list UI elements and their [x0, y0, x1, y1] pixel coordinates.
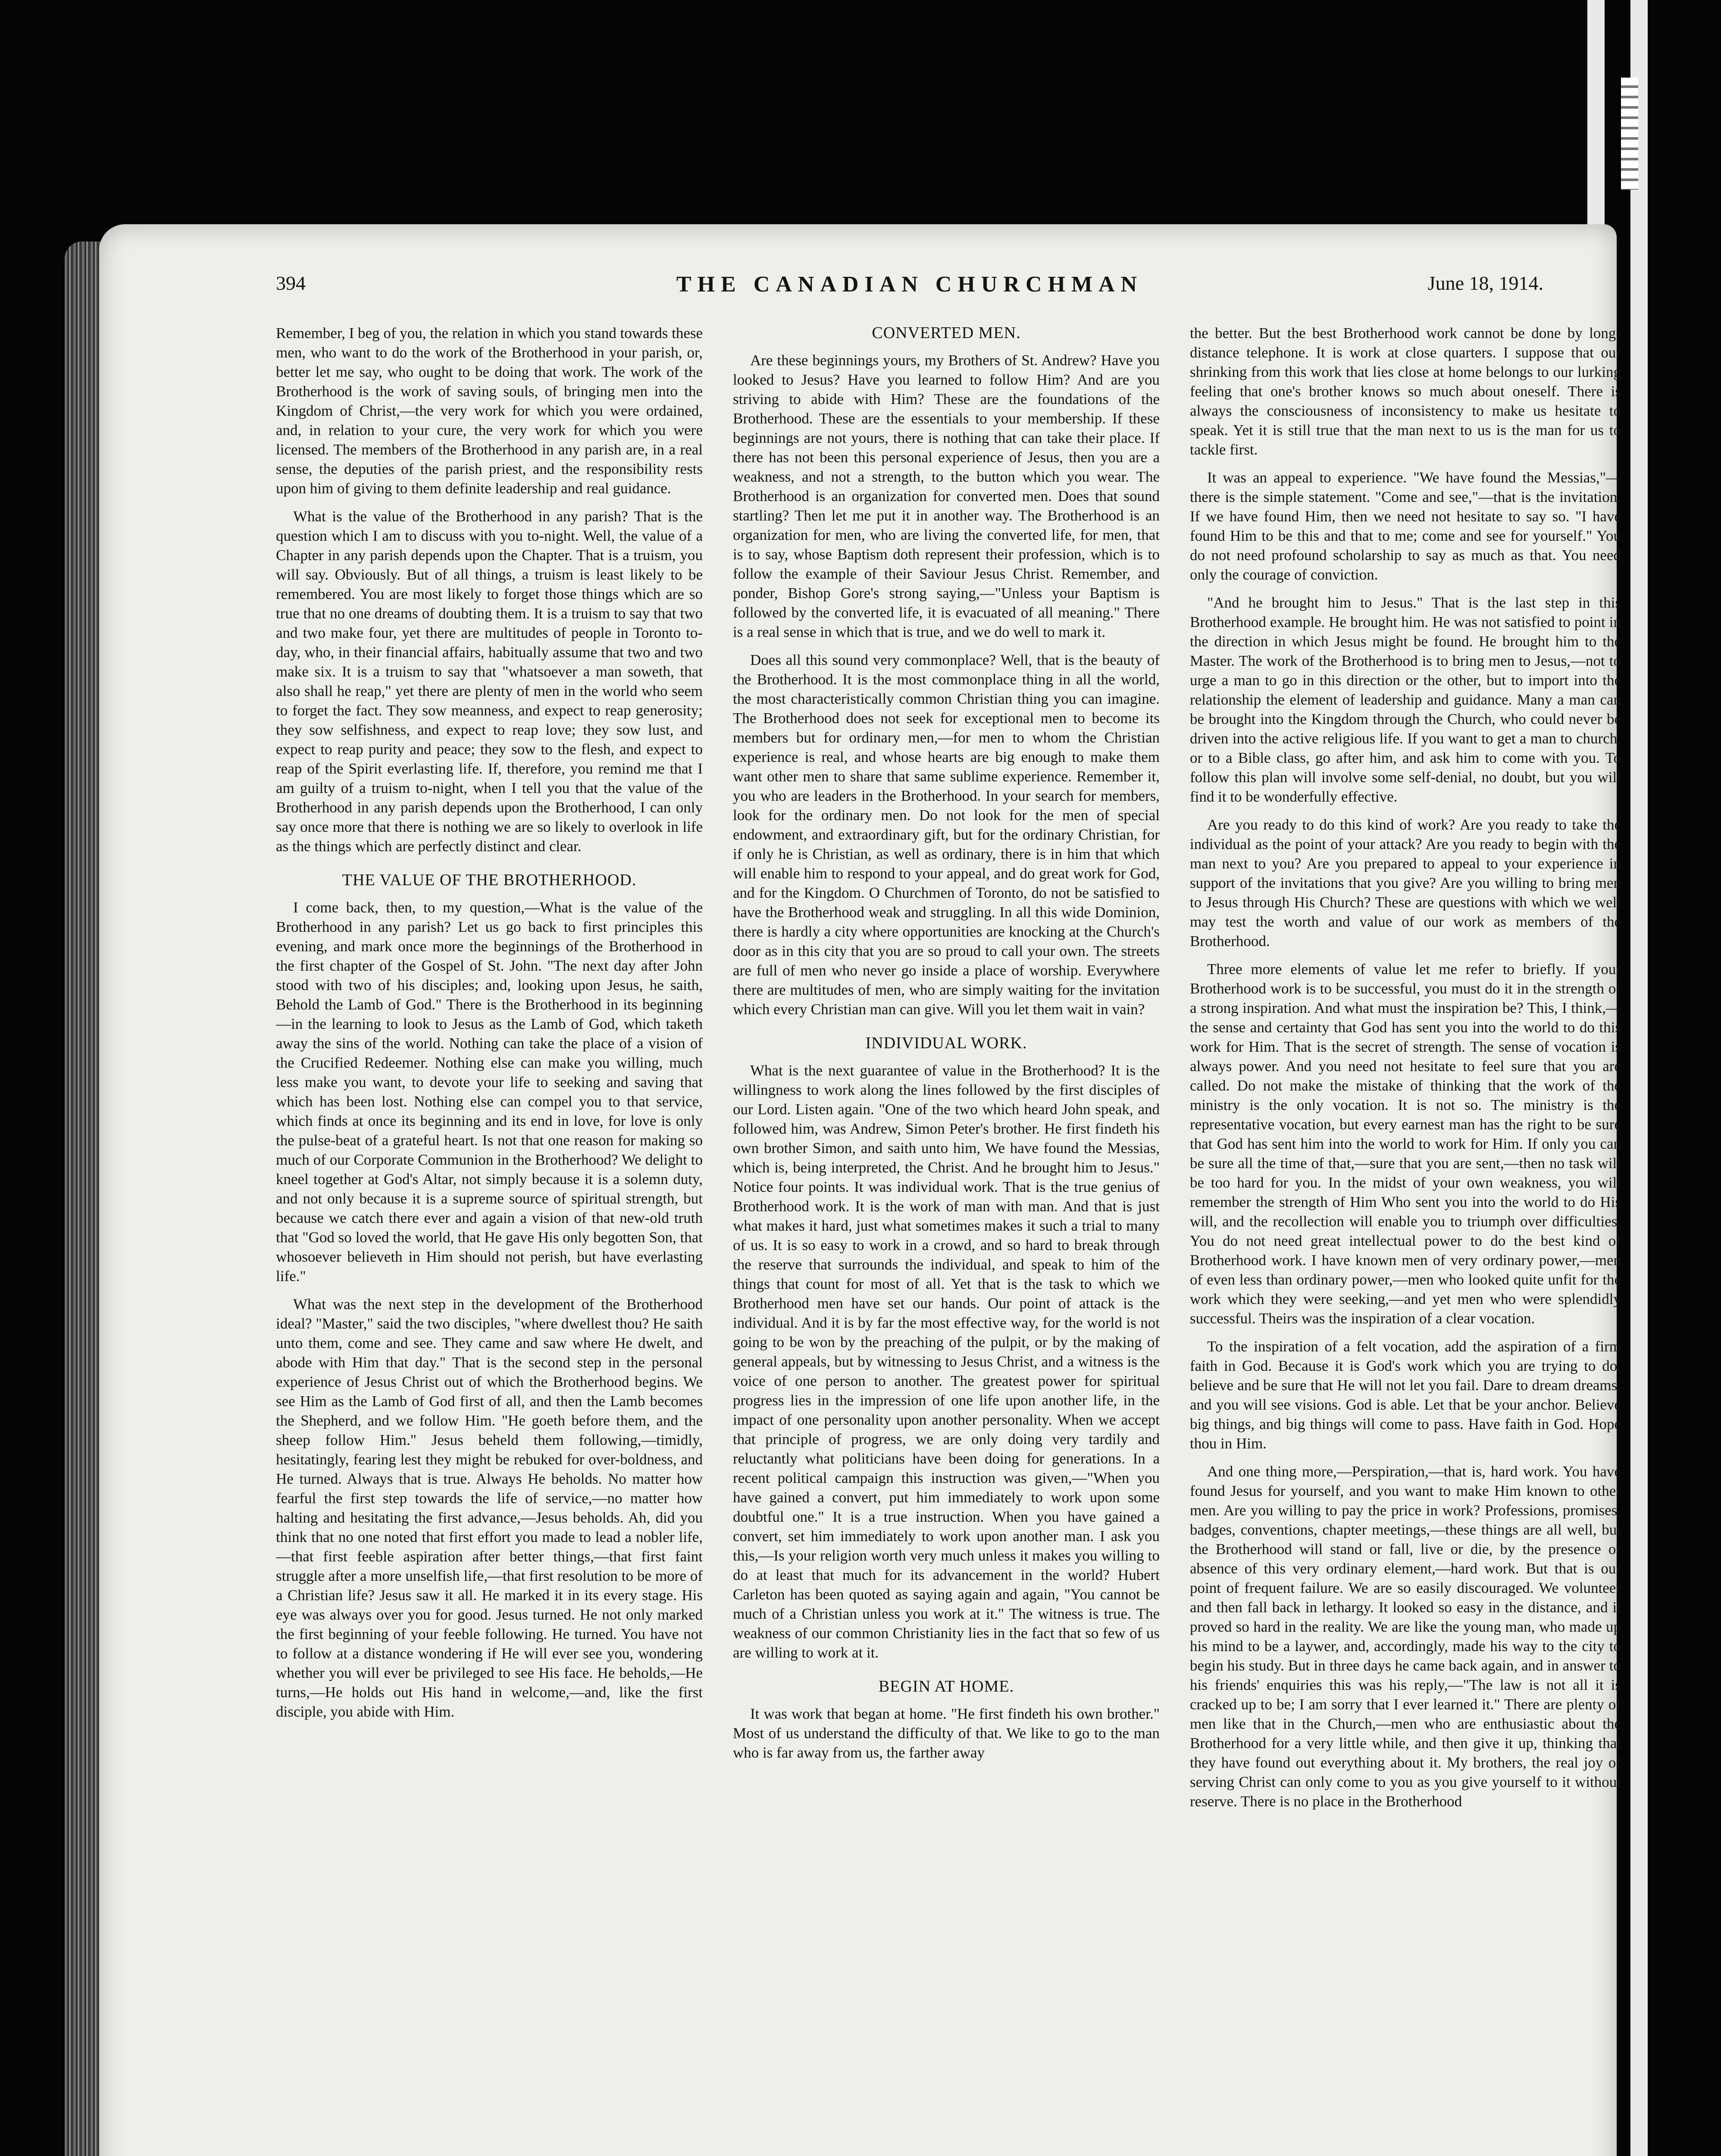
column-2 [733, 323, 1160, 2156]
paragraph: Are these beginnings yours, my Brothers of St. Andrew? Have you looked to Jesus? Have you learned to follow Him? And are you striving to abide with Him? These are the foundations of the Brotherhood. These are the essentials to your membership. If these beginnings are not yours, there is nothing that can take their place. If there has not been this personal experience of Jesus, then you are a weakness, and not a strength, to the button which you wear. The Brotherhood is an organization for converted men. Does that sound startling? Then let me put it in another way. The Brotherhood is an organization for men, who are living the converted life, for men, that is to say, whose Baptism doth represent their profession, which is to follow the example of their Saviour Jesus Christ. Remember, and ponder, Bishop Gore's strong saying,—"Unless your Baptism is followed by the converted life, it is evacuated of all meaning." There is a real sense in which that is true, and we do well to mark it. [733, 352, 1160, 640]
section-heading: BEGIN AT HOME. [878, 1677, 1014, 1695]
book-page-edges [65, 241, 103, 2156]
paragraph: What is the next guarantee of value in the Brotherhood? It is the willingness to work along the lines followed by the first disciples of our Lord. Listen again. "One of the two which heard John speak, and followed him, was Andrew, Simon Peter's brother. He first findeth his own brother Simon, and saith unto him, We have found the Messias, which is, being interpreted, the Christ. And he brought him to Jesus." Notice four points. It was individual work. That is the true genius of Brotherhood work. It is the work of man with man. And that is just what makes it hard, just what sometimes makes it such a trial to many of us. It is so easy to work in a crowd, and so hard to break through the reserve that surrounds the individual, and speak to him of the things that count for most of all. Yet that is the task to which we Brotherhood men have set our hands. Our point of attack is the individual. And it is by far the most effective way, for the world is not going to be won by the preaching of the pulpit, or by the making of general appeals, but by witnessing to Jesus Christ, and a witness is the voice of one person to another. The greatest power for spiritual progress lies in the impression of one life upon another life, in the impact of one personality upon another personality. When we accept that principle of progress, we are only doing very tardily and reluctantly what politicians have been doing for generations. In a recent political campaign this instruction was given,—"When you have gained a convert, put him immediately to work upon some doubtful one." It is a true instruction. When you have gained a convert, set him immediately to work upon another man. I ask you this,—Is your religion worth very much unless it makes you willing to do at least that much for its advancement in the world? Hubert Carleton has been quoted as saying again and again, "You cannot be much of a Christian unless you work at it." The witness is true. The weakness of our common Christianity lies in the fact that so few of us are willing to work at it. [733, 1062, 1160, 1661]
paragraph: Three more elements of value let me refer to briefly. If your Brotherhood work is to be successful, you must do it in the strength of a strong inspiration. And what must the inspiration be? This, I think,—the sense and certainty that God has sent you into the world to do this work for Him. That is the secret of strength. The sense of vocation is always power. And you need not hesitate to feel sure that you are called. Do not make the mistake of thinking that the work of the ministry is the only vocation. It is not so. The ministry is the representative vocation, but every earnest man has the right to be sure that God has sent him into the world to work for Him. If only you can be sure all the time of that,—sure that you are sent,—then no task will be too hard for you. In the midst of your own weakness, you will remember the strength of Him Who sent you into the world to do His will, and the recollection will enable you to triumph over difficulties. You do not need great intellectual power to do the best kind of Brotherhood work. I have known men of very ordinary power,—men of even less than ordinary power,—men who looked quite unfit for the work which they were seeking,—and yet men who were splendidly successful. Theirs was the inspiration of a clear vocation. [1190, 961, 1621, 1327]
column-3 [1190, 323, 1621, 2156]
section-heading: INDIVIDUAL WORK. [865, 1034, 1027, 1052]
paragraph: "And he brought him to Jesus." That is the last step in this Brotherhood example. He brought him. He was not satisfied to point in the direction in which Jesus might be found. He brought him to the Master. The work of the Brotherhood is to bring men to Jesus,—not to urge a man to go in this direction or the other, but to import into the relationship the element of leadership and guidance. Many a man can be brought into the Kingdom through the Church, who could never be driven into the active religious life. If you want to get a man to church, or to a Bible class, go after him, and ask him to come with you. To follow this plan will involve some self-denial, no doubt, but you will find it to be wonderfully effective. [1190, 594, 1621, 805]
paragraph: It was an appeal to experience. "We have found the Messias,"—there is the simple statement. "Come and see,"—that is the invitation. If we have found Him, then we need not hesitate to say so. "I have found Him to be this and that to me; come and see for yourself." You do not need profound scholarship to say as much as that. You need only the courage of conviction. [1190, 469, 1621, 583]
newspaper-page [99, 224, 1621, 2156]
issue-date: June 18, 1914. [1427, 272, 1543, 294]
paragraph: Does all this sound very commonplace? Well, that is the beauty of the Brotherhood. It is the most commonplace thing in all the world, the most characteristically common Christian thing you can imagine. The Brotherhood does not seek for exceptional men to become its members but for ordinary men,—for men to whom the Christian experience is real, and whose hearts are big enough to make them want other men to share that same sublime experience. Remember it, you who are leaders in the Brotherhood. In your search for members, look for the ordinary men. Do not look for the men of special endowment, and extraordinary gift, but for the ordinary Christian, for if only he is Christian, as well as ordinary, there is in him that which will enable him to respond to your appeal, and do great work for God, and for the Kingdom. O Churchmen of Toronto, do not be satisfied to have the Brotherhood weak and struggling. In all this wide Dominion, there is hardly a city where opportunities are knocking at the Church's door as in this city that you are so proud to call your own. The streets are full of men who never go inside a place of worship. Everywhere there are multitudes of men, who are simply waiting for the invitation which every Christian man can give. Will you let them wait in vain? [733, 652, 1160, 1018]
paragraph: And one thing more,—Perspiration,—that is, hard work. You have found Jesus for yourself, and you want to make Him known to other men. Are you willing to pay the price in work? Professions, promises, badges, conventions, chapter meetings,—these things are all well, but the Brotherhood will stand or fall, live or die, by the presence or absence of this very ordinary element,—hard work. But that is our point of frequent failure. We are so easily discouraged. We volunteer and then fall back in lethargy. It looked so easy in the distance, and it proved so hard in the reality. We are like the young man, who made up his mind to be a laywer, and, accordingly, made his way to the city to begin his study. But in three days he came back again, and in answer to his friends' enquiries this was his reply,—"The law is not all it is cracked up to be; I am sorry that I ever learned it." There are plenty of men like that in the Church,—men who are enthusiastic about the Brotherhood for a very little while, and then give it up, thinking that they have found out everything about it. My brothers, the real joy of serving Christ can only come to you as you give yourself to it without reserve. There is no place in the Brotherhood [1190, 1463, 1621, 1810]
scanner-rail-right [1630, 0, 1648, 2156]
publication-title: THE CANADIAN CHURCHMAN [676, 272, 1143, 297]
section-heading: CONVERTED MEN. [872, 324, 1021, 342]
page-header [276, 272, 1543, 306]
scanner-rail-marker [1621, 78, 1638, 190]
paragraph: the better. But the best Brotherhood work cannot be done by long-distance telephone. It is work at close quarters. I suppose that our shrinking from this work that lies close at home belongs to our lurking feeling that one's brother knows so much about oneself. There is always the consciousness of inconsistency to make us hesitate to speak. Yet it is still true that the man next to us is the man for us to tackle first. [1190, 325, 1621, 458]
section-heading: THE VALUE OF THE BROTHERHOOD. [342, 871, 637, 889]
paragraph: What was the next step in the development of the Brotherhood ideal? "Master," said the two disciples, "where dwellest thou? He saith unto them, come and see. They came and saw where He dwelt, and abode with Him that day." That is the second step in the personal experience of Jesus Christ out of which the Brotherhood begins. We see Him as the Lamb of God first of all, and then the Lamb becomes the Shepherd, and we follow Him. "He goeth before them, and the sheep follow Him." Jesus beheld them following,—timidly, hesitatingly, fearing lest they might be rebuked for over-boldness, and He turned. Always that is true. Always He beholds. No matter how fearful the first step towards the life of service,—no matter how halting and hesitating the first advance,—Jesus beholds. Ah, did you think that no one noted that first effort you made to lead a nobler life,—that first feeble aspiration after better things,—that first faint struggle after a more unselfish life,—that first resolution to be more of a Christian life? Jesus saw it all. He marked it in its every stage. His eye was always over you for good. Jesus turned. He not only marked the first beginning of your feeble following. He turned. You have not to follow at a distance wondering if He will ever see you, wondering whether you will ever be privileged to see His face. He beholds,—He turns,—He holds out His hand in welcome,—and, like the first disciple, you abide with Him. [276, 1296, 703, 1720]
paragraph: To the inspiration of a felt vocation, add the aspiration of a firm faith in God. Because it is God's work which you are trying to do, believe and be sure that He will not let you fail. Dare to dream dreams, and you will see visions. God is able. Let that be your anchor. Believe big things, and big things will come to pass. Have faith in God. Hope thou in Him. [1190, 1338, 1621, 1452]
paragraph: Are you ready to do this kind of work? Are you ready to take the individual as the point of your attack? Are you ready to begin with the man next to you? Are you prepared to appeal to your experience in support of the invitations that you give? Are you willing to bring men to Jesus through His Church? These are questions with which we well may test the worth and value of our work as members of the Brotherhood. [1190, 816, 1621, 950]
paragraph: What is the value of the Brotherhood in any parish? That is the question which I am to discuss with you to-night. Well, the value of a Chapter in any parish depends upon the Chapter. That is a truism, you will say. Obviously. But of all things, a truism is least likely to be remembered. You are most likely to forget those things which are so true that no one dreams of doubting them. It is a truism to say that two and two make four, yet there are multitudes of people in Toronto to-day, who, in their financial affairs, habitually assume that two and two make six. It is a truism to say that "whatsoever a man soweth, that also shall he reap," yet there are plenty of men in the world who seem to forget the fact. They sow meanness, and expect to reap generosity; they sow selfishness, and expect to reap love; they sow lust, and expect to reap purity and peace; they sow to the flesh, and expect to reap of the Spirit everlasting life. If, therefore, you remind me that I am guilty of a truism to-night, when I tell you that the value of the Brotherhood in any parish depends upon the Brotherhood, I can only say once more that there is nothing we are so likely to overlook in life as the things which are perfectly distinct and clear. [276, 508, 703, 855]
paragraph: Remember, I beg of you, the relation in which you stand towards these men, who want to do the work of the Brotherhood in your parish, or, better let me say, who ought to be doing that work. The work of the Brotherhood is the work of saving souls, of bringing men into the Kingdom of Christ,—the very work for which you were ordained, and, in relation to your cure, the very work for which you were licensed. The members of the Brotherhood in any parish are, in a real sense, the deputies of the parish priest, and the responsibility rests upon him of giving to them definite leadership and real guidance. [276, 325, 703, 497]
page-number: 394 [276, 272, 306, 294]
column-1 [276, 323, 703, 2156]
paragraph: It was work that began at home. "He first findeth his own brother." Most of us understand the difficulty of that. We like to go to the man who is far away from us, the farther away [733, 1705, 1160, 1761]
paragraph: I come back, then, to my question,—What is the value of the Brotherhood in any parish? Let us go back to first principles this evening, and mark once more the beginnings of the Brotherhood in the first chapter of the Gospel of St. John. "The next day after John stood with two of his disciples; and, looking upon Jesus, he saith, Behold the Lamb of God." There is the Brotherhood in its beginning—in the learning to look to Jesus as the Lamb of God, which taketh away the sins of the world. Nothing can take the place of a vision of the Crucified Redeemer. Nothing else can make you willing, much less make you want, to devote your life to seeking and saving that which has been lost. Nothing else can compel you to that service, which finds at once its beginning and its end in love, for love is only the pulse-beat of a grateful heart. Is not that one reason for making so much of our Corporate Communion in the Brotherhood? We delight to kneel together at God's Altar, not simply because it is a solemn duty, and not only because it is a supreme source of spiritual strength, but because we catch there ever and again a vision of that new-old truth that "God so loved the world, that He gave His only begotten Son, that whosoever believeth in Him should not perish, but have everlasting life." [276, 899, 703, 1285]
